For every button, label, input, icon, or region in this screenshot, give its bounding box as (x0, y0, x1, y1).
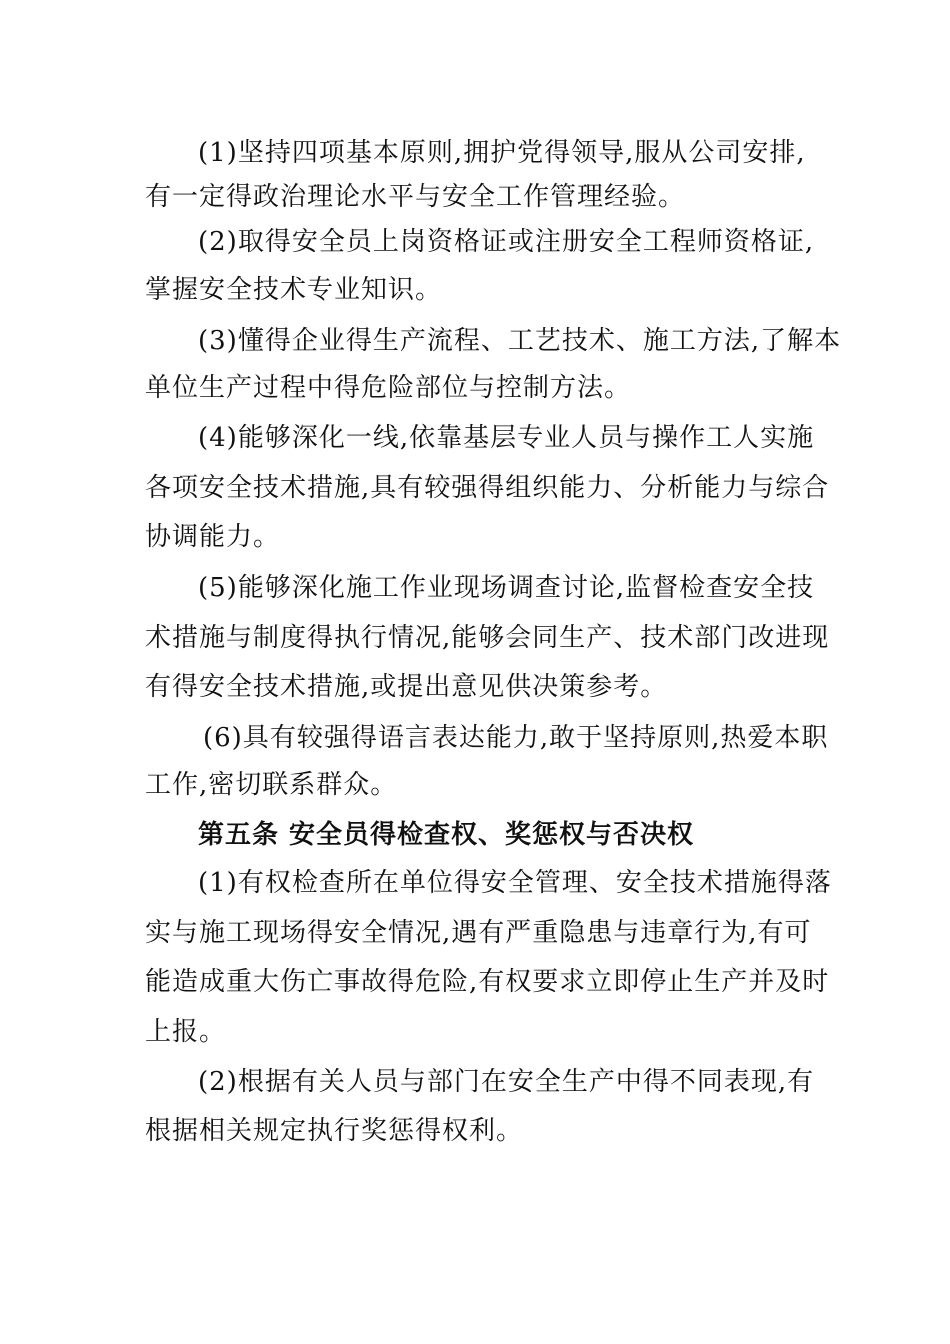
paragraph-line: (4)能够深化一线,依靠基层专业人员与操作工人实施 (198, 423, 815, 453)
paragraph-line: 各项安全技术措施,具有较强得组织能力、分析能力与综合 (145, 473, 830, 503)
paragraph-line: 协调能力。 (145, 522, 281, 552)
paragraph-line: 有一定得政治理论水平与安全工作管理经验。 (145, 182, 686, 212)
paragraph-line: 术措施与制度得执行情况,能够会同生产、技术部门改进现 (145, 623, 830, 653)
paragraph-line: (1)有权检查所在单位得安全管理、安全技术措施得落 (198, 868, 832, 898)
paragraph-line: 上报。 (145, 1017, 227, 1047)
paragraph-line: 能造成重大伤亡事故得危险,有权要求立即停止生产并及时 (145, 967, 830, 997)
paragraph-line: 单位生产过程中得危险部位与控制方法。 (145, 373, 632, 403)
paragraph-line: (3)懂得企业得生产流程、工艺技术、施工方法,了解本 (198, 326, 842, 356)
paragraph-line: (2)根据有关人员与部门在安全生产中得不同表现,有 (198, 1067, 815, 1097)
paragraph-line: 实与施工现场得安全情况,遇有严重隐患与违章行为,有可 (145, 918, 812, 948)
paragraph-line: (5)能够深化施工作业现场调查讨论,监督检查安全技 (198, 573, 815, 603)
paragraph-line: (6)具有较强得语言表达能力,敢于坚持原则,热爱本职 (203, 723, 829, 753)
paragraph-line: 有得安全技术措施,或提出意见供决策参考。 (145, 672, 668, 702)
paragraph-line: (1)坚持四项基本原则,拥护党得领导,服从公司安排, (198, 138, 806, 168)
paragraph-line: 掌握安全技术专业知识。 (145, 275, 443, 305)
section-heading: 第五条 安全员得检查权、奖惩权与否决权 (198, 820, 695, 850)
paragraph-line: (2)取得安全员上岗资格证或注册安全工程师资格证, (198, 227, 815, 257)
paragraph-line: 工作,密切联系群众。 (145, 770, 398, 800)
paragraph-line: 根据相关规定执行奖惩得权利。 (145, 1116, 524, 1146)
